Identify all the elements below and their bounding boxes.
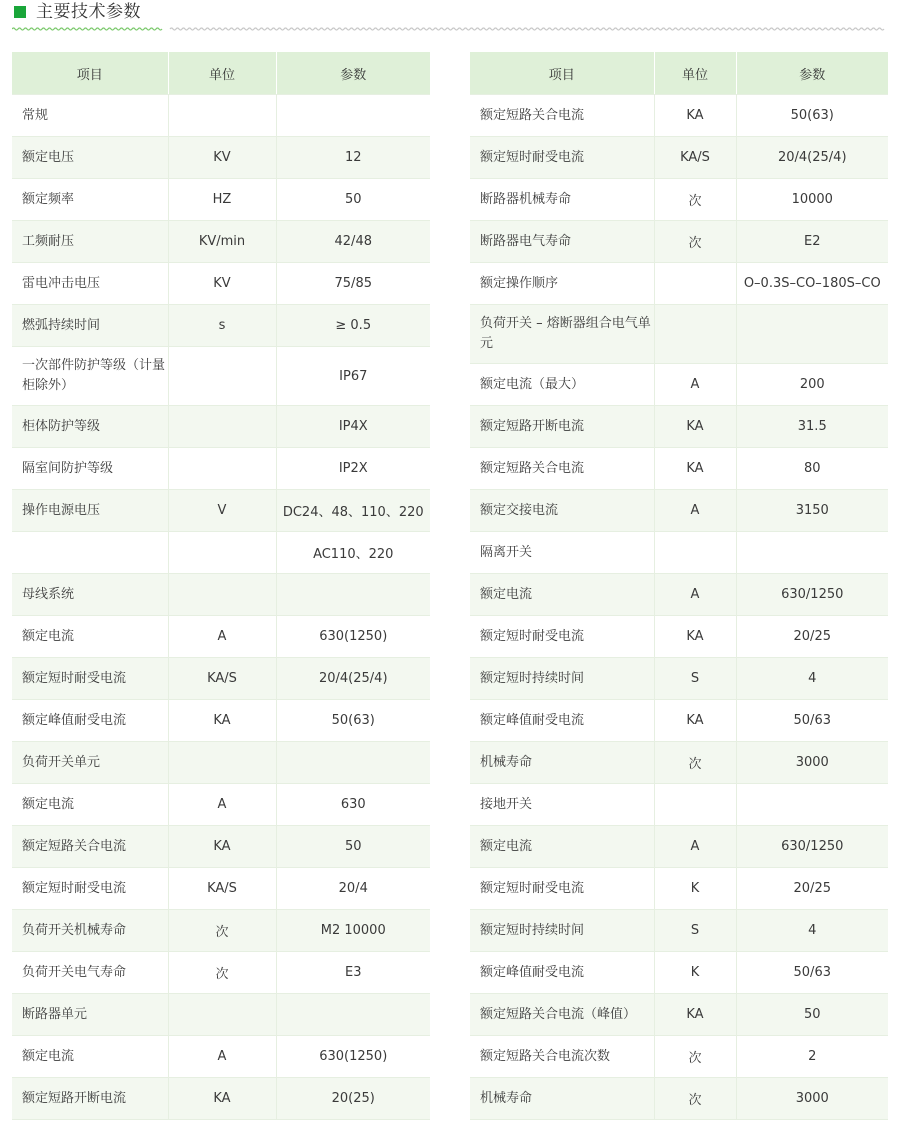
value-cell: 20/4 (276, 868, 430, 910)
unit-cell: KV (168, 263, 276, 305)
item-cell: 额定短时耐受电流 (12, 658, 168, 700)
value-cell (276, 95, 430, 137)
value-cell: 50 (736, 994, 888, 1036)
table-row (470, 364, 888, 406)
table-row (470, 994, 888, 1036)
item-cell: 断路器电气寿命 (470, 221, 654, 263)
table-row (12, 406, 430, 448)
section-title: 主要技术参数 (36, 2, 141, 22)
value-cell (276, 574, 430, 616)
value-cell: M2 10000 (276, 910, 430, 952)
item-cell: 额定电流 (12, 784, 168, 826)
table-row (470, 784, 888, 826)
table-row (12, 574, 430, 616)
value-cell: 50 (276, 826, 430, 868)
item-cell: 额定峰值耐受电流 (12, 700, 168, 742)
table-row (470, 305, 888, 364)
unit-cell (654, 305, 736, 364)
item-cell: 额定短路关合电流 (470, 448, 654, 490)
unit-cell: 次 (654, 742, 736, 784)
spec-table-left-body (12, 95, 430, 1120)
unit-cell: KA (168, 700, 276, 742)
value-cell: 200 (736, 364, 888, 406)
table-row (470, 179, 888, 221)
value-cell: 12 (276, 137, 430, 179)
unit-cell: K (654, 868, 736, 910)
value-cell: 630 (276, 784, 430, 826)
unit-cell (168, 347, 276, 406)
value-cell: 630(1250) (276, 1036, 430, 1078)
value-cell: 20/4(25/4) (736, 137, 888, 179)
value-cell: 630/1250 (736, 826, 888, 868)
item-cell: 额定电压 (12, 137, 168, 179)
item-cell: 额定短路关合电流次数 (470, 1036, 654, 1078)
value-cell: DC24、48、110、220 (276, 490, 430, 532)
unit-cell: KA (654, 95, 736, 137)
table-row (470, 1078, 888, 1120)
table-row (12, 868, 430, 910)
table-row (470, 910, 888, 952)
table-row (12, 742, 430, 784)
unit-cell: KA/S (654, 137, 736, 179)
item-cell: 额定峰值耐受电流 (470, 952, 654, 994)
table-row (470, 221, 888, 263)
unit-cell: 次 (654, 179, 736, 221)
item-cell: 常规 (12, 95, 168, 137)
value-cell: ≥ 0.5 (276, 305, 430, 347)
table-row (12, 700, 430, 742)
table-row (470, 952, 888, 994)
item-cell: 额定频率 (12, 179, 168, 221)
unit-cell: HZ (168, 179, 276, 221)
value-cell: 50(63) (276, 700, 430, 742)
value-cell: AC110、220 (276, 532, 430, 574)
item-cell: 额定短路关合电流 (12, 826, 168, 868)
unit-cell: A (654, 364, 736, 406)
item-cell: 额定短时耐受电流 (470, 137, 654, 179)
unit-cell: KA (168, 1078, 276, 1120)
table-row (12, 826, 430, 868)
column-header-value: 参数 (276, 52, 430, 95)
unit-cell: S (654, 910, 736, 952)
table-row (470, 95, 888, 137)
value-cell: 3000 (736, 1078, 888, 1120)
table-row (470, 616, 888, 658)
value-cell: 20/25 (736, 868, 888, 910)
unit-cell: KV (168, 137, 276, 179)
unit-cell: s (168, 305, 276, 347)
table-row (12, 263, 430, 305)
spec-table-left (12, 52, 430, 1120)
unit-cell: KA (654, 994, 736, 1036)
table-row (470, 742, 888, 784)
value-cell: 10000 (736, 179, 888, 221)
value-cell: O–0.3S–CO–180S–CO (736, 263, 888, 305)
item-cell: 负荷开关机械寿命 (12, 910, 168, 952)
table-row (12, 347, 430, 406)
item-cell: 额定电流 (12, 1036, 168, 1078)
unit-cell: 次 (654, 221, 736, 263)
item-cell: 额定短时耐受电流 (12, 868, 168, 910)
value-cell (736, 532, 888, 574)
item-cell: 负荷开关电气寿命 (12, 952, 168, 994)
table-row (12, 137, 430, 179)
column-header-value: 参数 (736, 52, 888, 95)
item-cell: 接地开关 (470, 784, 654, 826)
unit-cell: 次 (168, 910, 276, 952)
table-row (470, 532, 888, 574)
value-cell: 50/63 (736, 700, 888, 742)
unit-cell: A (654, 574, 736, 616)
unit-cell (654, 263, 736, 305)
table-row (470, 137, 888, 179)
table-row (12, 305, 430, 347)
table-row (470, 448, 888, 490)
item-cell: 额定电流 (470, 574, 654, 616)
unit-cell: KA (654, 616, 736, 658)
item-cell: 额定短时耐受电流 (470, 868, 654, 910)
item-cell: 燃弧持续时间 (12, 305, 168, 347)
item-cell: 额定短路开断电流 (470, 406, 654, 448)
value-cell: E3 (276, 952, 430, 994)
table-row (12, 179, 430, 221)
unit-cell (168, 574, 276, 616)
unit-cell (168, 448, 276, 490)
table-row (470, 574, 888, 616)
table-row (12, 994, 430, 1036)
item-cell: 工频耐压 (12, 221, 168, 263)
item-cell: 负荷开关 – 熔断器组合电气单元 (470, 305, 654, 364)
spec-table-right-body (470, 95, 888, 1120)
section-header (12, 0, 888, 34)
table-row (12, 784, 430, 826)
column-header-unit: 单位 (654, 52, 736, 95)
value-cell: 20/4(25/4) (276, 658, 430, 700)
item-cell: 额定短路关合电流（峰值） (470, 994, 654, 1036)
value-cell: 50(63) (736, 95, 888, 137)
unit-cell: K (654, 952, 736, 994)
spec-table-right (470, 52, 888, 1120)
table-row (12, 490, 430, 532)
unit-cell (168, 532, 276, 574)
unit-cell: KA (654, 406, 736, 448)
item-cell: 母线系统 (12, 574, 168, 616)
value-cell: IP2X (276, 448, 430, 490)
table-row (12, 1036, 430, 1078)
table-row (12, 952, 430, 994)
item-cell: 额定短路开断电流 (12, 1078, 168, 1120)
table-row (12, 1078, 430, 1120)
unit-cell: KA (654, 448, 736, 490)
item-cell: 操作电源电压 (12, 490, 168, 532)
item-cell: 额定电流 (470, 826, 654, 868)
unit-cell: 次 (654, 1078, 736, 1120)
value-cell: IP67 (276, 347, 430, 406)
item-cell: 隔室间防护等级 (12, 448, 168, 490)
table-row (470, 406, 888, 448)
table-row (470, 490, 888, 532)
value-cell: 4 (736, 910, 888, 952)
unit-cell: 次 (654, 1036, 736, 1078)
item-cell: 额定短路关合电流 (470, 95, 654, 137)
table-row (470, 826, 888, 868)
table-header-row (470, 52, 888, 95)
item-cell: 机械寿命 (470, 742, 654, 784)
item-cell: 负荷开关单元 (12, 742, 168, 784)
value-cell: 20(25) (276, 1078, 430, 1120)
value-cell: 2 (736, 1036, 888, 1078)
table-row (12, 448, 430, 490)
value-cell: 50 (276, 179, 430, 221)
unit-cell: KA (654, 700, 736, 742)
item-cell: 额定电流 (12, 616, 168, 658)
item-cell: 额定电流（最大） (470, 364, 654, 406)
item-cell: 断路器机械寿命 (470, 179, 654, 221)
unit-cell (168, 742, 276, 784)
unit-cell: KA/S (168, 658, 276, 700)
green-square-icon (14, 6, 26, 18)
table-row (12, 532, 430, 574)
table-row (12, 658, 430, 700)
item-cell: 额定短时持续时间 (470, 658, 654, 700)
unit-cell: A (654, 826, 736, 868)
value-cell: 630(1250) (276, 616, 430, 658)
value-cell: 20/25 (736, 616, 888, 658)
unit-cell (168, 994, 276, 1036)
value-cell: 31.5 (736, 406, 888, 448)
unit-cell (168, 406, 276, 448)
table-row (470, 700, 888, 742)
value-cell: E2 (736, 221, 888, 263)
table-row (12, 616, 430, 658)
unit-cell: 次 (168, 952, 276, 994)
item-cell: 额定短时持续时间 (470, 910, 654, 952)
value-cell: 3000 (736, 742, 888, 784)
unit-cell (654, 532, 736, 574)
unit-cell: KV/min (168, 221, 276, 263)
table-header-row (12, 52, 430, 95)
item-cell: 额定操作顺序 (470, 263, 654, 305)
table-row (470, 658, 888, 700)
value-cell: 75/85 (276, 263, 430, 305)
wavy-divider (12, 25, 888, 33)
value-cell: 80 (736, 448, 888, 490)
value-cell: IP4X (276, 406, 430, 448)
value-cell: 3150 (736, 490, 888, 532)
item-cell: 额定交接电流 (470, 490, 654, 532)
unit-cell: A (168, 1036, 276, 1078)
item-cell: 一次部件防护等级（计量柜除外） (12, 347, 168, 406)
item-cell: 雷电冲击电压 (12, 263, 168, 305)
item-cell: 断路器单元 (12, 994, 168, 1036)
value-cell: 50/63 (736, 952, 888, 994)
value-cell (276, 994, 430, 1036)
item-cell: 隔离开关 (470, 532, 654, 574)
unit-cell: A (168, 616, 276, 658)
unit-cell: A (168, 784, 276, 826)
table-row (12, 910, 430, 952)
unit-cell: A (654, 490, 736, 532)
table-row (12, 221, 430, 263)
unit-cell: V (168, 490, 276, 532)
item-cell: 机械寿命 (470, 1078, 654, 1120)
value-cell (736, 784, 888, 826)
value-cell: 4 (736, 658, 888, 700)
unit-cell (654, 784, 736, 826)
value-cell (736, 305, 888, 364)
item-cell (12, 532, 168, 574)
column-header-item: 项目 (12, 52, 168, 95)
value-cell: 630/1250 (736, 574, 888, 616)
column-header-unit: 单位 (168, 52, 276, 95)
column-header-item: 项目 (470, 52, 654, 95)
table-row (12, 95, 430, 137)
item-cell: 额定短时耐受电流 (470, 616, 654, 658)
unit-cell (168, 95, 276, 137)
table-row (470, 1036, 888, 1078)
table-row (470, 263, 888, 305)
item-cell: 柜体防护等级 (12, 406, 168, 448)
value-cell: 42/48 (276, 221, 430, 263)
unit-cell: KA/S (168, 868, 276, 910)
item-cell: 额定峰值耐受电流 (470, 700, 654, 742)
table-row (470, 868, 888, 910)
unit-cell: KA (168, 826, 276, 868)
value-cell (276, 742, 430, 784)
unit-cell: S (654, 658, 736, 700)
